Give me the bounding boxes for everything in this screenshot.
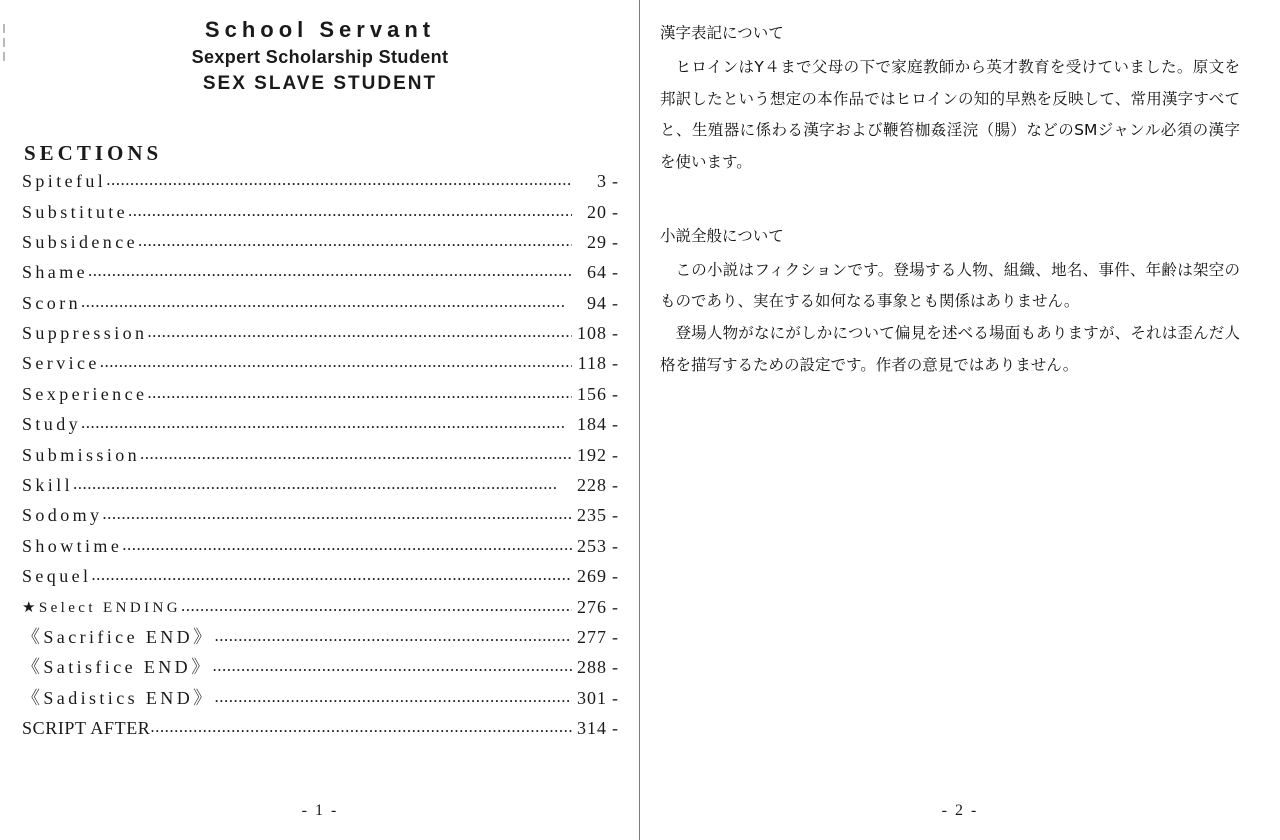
toc-entry-page: 301 [577,687,607,708]
toc-entry[interactable] [22,294,618,324]
toc-entry-trailing-dash: - [612,718,618,739]
toc-entry[interactable] [22,719,618,749]
toc-entry-label: Sequel [22,566,92,587]
toc-entry-trailing-dash: - [612,201,618,222]
toc-entry-label: Scorn [22,292,81,313]
toc-entry-trailing-dash: - [612,171,618,192]
toc-entry-trailing-dash: - [612,535,618,556]
toc-entry-trailing-dash: - [612,475,618,496]
toc-entry[interactable] [22,203,618,233]
toc-entry[interactable] [22,476,618,506]
toc-entry-label: Sodomy [22,505,103,526]
toc-leader-dots [181,597,572,614]
notes-block-novel [660,221,1240,382]
toc-entry-trailing-dash: - [612,596,618,617]
toc-entry-page: 94 [587,292,607,313]
book-title-line-1: School Servant [204,17,436,42]
book-title-line-2: Sexpert Scholarship Student [191,46,449,67]
toc-entry-label: Suppression [22,323,148,344]
toc-leader-dots [102,505,572,522]
page-edge-marks [3,24,5,64]
toc-leader-dots [214,627,572,644]
toc-leader-dots [147,323,572,340]
toc-entry[interactable] [22,354,618,384]
toc-leader-dots [122,536,572,553]
toc-entry-trailing-dash: - [612,231,618,252]
toc-entry-page: 253 [577,535,607,556]
toc-entry-page: 184 [577,414,607,435]
toc-entry[interactable] [22,506,618,536]
toc-leader-dots [106,171,572,188]
toc-entry-label: 《Satisfice END》 [22,657,213,678]
toc-entry-trailing-dash: - [612,687,618,708]
toc-entry-page: 29 [587,231,607,252]
toc-entry-page: 288 [577,657,607,678]
toc-entry-page: 20 [587,201,607,222]
novel-general-heading: 小説全般について [660,226,784,245]
toc-entry[interactable] [22,172,618,202]
toc-entry-page: 156 [577,383,607,404]
toc-entry-page: 64 [587,262,607,283]
toc-entry-page: 108 [577,323,607,344]
page-folio-left: - 1 - [301,802,339,819]
toc-leader-dots [81,293,572,310]
table-of-contents [22,172,618,749]
toc-entry[interactable] [22,598,618,628]
novel-general-paragraph-2: 登場人物がなにがしかについて偏見を述べる場面もありますが、それは歪んだ人格を描写するための設定です。作者の意見ではありません。 [660,324,1240,374]
toc-entry-label: Submission [22,444,141,465]
toc-entry-label: 《Sadistics END》 [22,687,215,708]
toc-entry-trailing-dash: - [612,262,618,283]
toc-leader-dots [147,384,572,401]
page-folio-right: - 2 - [941,802,979,819]
toc-entry-trailing-dash: - [612,353,618,374]
toc-leader-dots [100,353,572,370]
toc-entry-page: 276 [577,596,607,617]
toc-leader-dots [73,475,572,492]
kanji-notation-paragraph: ヒロインはY４まで父母の下で家庭教師から英才教育を受けていました。原文を邦訳したという想定の本作品ではヒロインの知的早熟を反映して、常用漢字すべてと、生殖器に係わる漢字および鞭笞枷姦淫浣（腸）などのSMジャンル必須の漢字を使います。 [660,57,1240,172]
toc-entry-label: Service [22,353,100,374]
toc-entry-label: ★Select ENDING [22,599,181,616]
toc-leader-dots [212,657,572,674]
toc-entry-trailing-dash: - [612,323,618,344]
toc-entry-page: 235 [577,505,607,526]
toc-entry-trailing-dash: - [612,566,618,587]
toc-entry-label: Substitute [22,201,129,222]
toc-entry-label: 《Sacrifice END》 [22,627,215,647]
toc-entry-trailing-dash: - [612,292,618,313]
toc-entry[interactable] [22,324,618,354]
sections-heading: SECTIONS [24,141,163,166]
toc-entry-page: 192 [577,444,607,465]
toc-leader-dots [150,718,572,735]
toc-entry[interactable] [22,537,618,567]
toc-entry-label: Spiteful [22,171,107,192]
toc-entry[interactable] [22,658,618,688]
toc-entry[interactable] [22,263,618,293]
toc-entry[interactable] [22,567,618,597]
toc-entry-page: 314 [577,718,607,739]
toc-entry-page: 277 [577,627,607,647]
toc-leader-dots [81,414,572,431]
title-block [22,16,618,97]
kanji-notation-heading: 漢字表記について [660,24,784,42]
toc-entry-trailing-dash: - [612,383,618,404]
toc-entry[interactable] [22,385,618,415]
toc-entry-label: Study [22,414,82,435]
toc-entry-label: Skill [22,475,74,496]
toc-leader-dots [138,232,572,249]
toc-entry-trailing-dash: - [612,505,618,526]
novel-general-paragraph-1: この小説はフィクションです。登場する人物、組織、地名、事件、年齢は架空のものであり、実在する如何なる事象とも関係はありません。 [660,260,1240,311]
toc-entry-label: Showtime [22,535,123,556]
right-page [640,0,1280,840]
toc-entry[interactable] [22,628,618,658]
toc-entry-page: 269 [577,566,607,587]
toc-entry-label: SCRIPT AFTER [22,718,151,739]
toc-entry[interactable] [22,689,618,719]
toc-entry-label: Sexperience [22,383,148,404]
toc-entry-trailing-dash: - [612,657,618,678]
toc-entry-page: 118 [577,353,607,374]
toc-leader-dots [88,262,572,279]
notes-block-kanji [660,18,1240,179]
notes-spacer [660,179,1240,213]
toc-entry[interactable] [22,446,618,476]
toc-entry-trailing-dash: - [612,414,618,435]
toc-entry[interactable] [22,233,618,263]
toc-leader-dots [91,566,572,583]
toc-entry[interactable] [22,415,618,445]
book-title-line-3: SEX SLAVE STUDENT [202,72,438,94]
toc-entry-label: Shame [22,262,88,283]
toc-entry-page: 228 [577,475,607,496]
toc-leader-dots [128,202,572,219]
toc-entry-page: 3 [597,171,607,192]
toc-leader-dots [140,445,572,462]
toc-entry-trailing-dash: - [612,444,618,465]
toc-entry-trailing-dash: - [612,627,618,647]
toc-entry-label: Subsidence [22,231,138,252]
toc-leader-dots [215,688,573,705]
